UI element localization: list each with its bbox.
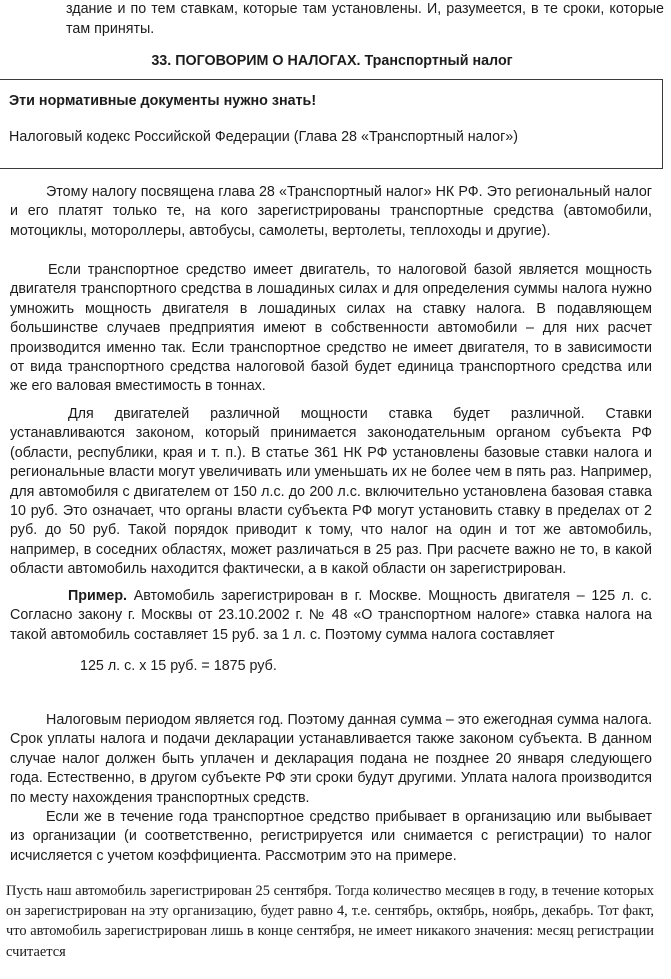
paragraph-tax-base: Если транспортное средство имеет двигатель, то налоговой базой является мощность двигателя транспортного средства в лошадиных силах и для определения суммы налога нужно умножить мощность двигателя в лошадиных силах на ставку налога. В подавляющем большинстве случаев предприятия имеют в собственности автомобили – для них расчет производится именно так. Если транспортное средство не имеет двигателя, то в зависимости от вида транспортного средства налоговой базой будет единица транспортного средства или же его валовая вместимость в тоннах. [10, 262, 652, 395]
example-formula: 125 л. с. х 15 руб. = 1875 руб. [80, 658, 277, 674]
example-label: Пример. [68, 588, 128, 604]
docs-box-title: Эти нормативные документы нужно знать! [9, 93, 317, 109]
docs-box-item: Налоговый кодекс Российской Федерации (Глава 28 «Транспортный налог») [9, 129, 519, 145]
paragraph-intro: Этому налогу посвящена глава 28 «Транспортный налог» НК РФ. Это региональный налог и его платят только те, на кого зарегистрированы транспортные средства (автомобили, мотоциклы, мотороллеры, автобусы, самолеты, вертолеты, теплоходы и другие). [10, 184, 652, 239]
section-heading: 33. ПОГОВОРИМ О НАЛОГАХ. Транспортный налог [151, 53, 513, 69]
example-text: Автомобиль зарегистрирован в г. Москве. Мощность двигателя – 125 л. с. Согласно закону г. Москвы от 23.10.2002 г. № 48 «О транспортном налоге» ставка налога на такой автомобиль составляет 15 руб. за 1 л. с. Поэтому сумма налога составляет [10, 588, 652, 643]
paragraph-example [10, 587, 652, 645]
paragraph-tax-period: Налоговым периодом является год. Поэтому данная сумма – это ежегодная сумма налога. Срок уплаты налога и подачи декларации устанавливается также законом субъекта. В данном случае налог должен быть уплачен и декларация подана не позднее 20 января следующего года. Естественно, в другом субъекте РФ эти сроки будут другими. Уплата налога производится по месту нахождения транспортных средств. [10, 712, 652, 806]
paragraph-registration-example: Пусть наш автомобиль зарегистрирован 25 сентября. Тогда количество месяцев в году, в течение которых он зарегистрирован на эту организацию, будет равно 4, т.е. сентябрь, октябрь, ноябрь, декабрь. Тот факт, что автомобиль зарегистрирован лишь в конце сентября, не имеет никакого значения: месяц регистрации считается [6, 883, 654, 960]
continuation-text: здание и по тем ставкам, которые там установлены. И, разумеется, в те сроки, которые там приняты. [66, 1, 664, 37]
paragraph-rates: Для двигателей различной мощности ставка будет различной. Ставки устанавливаются законом, который принимается законодательным органом субъекта РФ (области, республики, края и т. п.). В статье 361 НК РФ установлены базовые ставки налога и региональные власти могут увеличивать или уменьшать их не более чем в пять раз. Например, для автомобиля с двигателем от 150 л.с. до 200 л.с. включительно установлена базовая ставка 10 руб. Это означает, что органы власти субъекта РФ могут установить ставку в пределах от 2 руб. до 50 руб. Такой порядок приводит к тому, что налог на один и тот же автомобиль, например, в соседних областях, может различаться в 25 раз. При расчете важно не то, в какой области автомобиль находится фактически, а в какой области он зарегистрирован. [10, 406, 652, 578]
paragraph-coefficient: Если же в течение года транспортное средство прибывает в организацию или выбывает из организации (и соответственно, регистрируется или снимается с регистрации) то налог исчисляется с учетом коэффициента. Рассмотрим это на примере. [10, 809, 652, 864]
